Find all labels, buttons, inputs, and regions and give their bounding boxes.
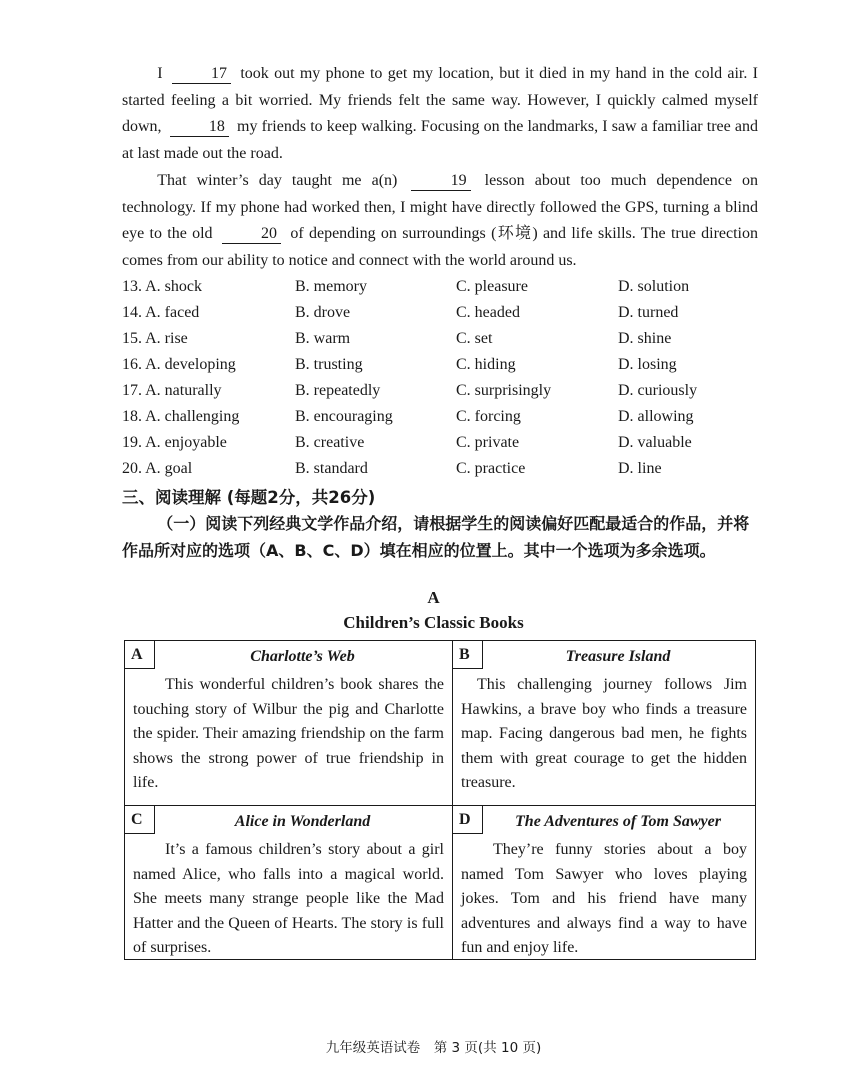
book-cell-c	[125, 806, 452, 959]
book-description: It’s a famous children’s story about a girl named Alice, who falls into a magical world. She meets many strange people like the Mad Hatter and the Queen of Hearts. The story is full of surprises.	[133, 841, 444, 956]
options-list	[122, 274, 762, 482]
option-row	[122, 352, 762, 378]
option-b: B. drove	[295, 304, 351, 321]
book-letter: A	[125, 641, 155, 669]
option-row	[122, 274, 762, 300]
option-b: B. standard	[295, 460, 368, 477]
option-row	[122, 300, 762, 326]
option-b: B. creative	[295, 434, 365, 451]
option-c: C. practice	[456, 460, 526, 477]
passage-title: Children’s Classic Books	[343, 613, 524, 632]
option-b: B. repeatedly	[295, 382, 381, 399]
book-cell-b	[453, 641, 755, 805]
option-d: D. turned	[618, 304, 679, 321]
book-description: They’re funny stories about a boy named Tom Sawyer who loves playing jokes. Tom and his friend have many adventures and always find a way to have fun and enjoy life.	[461, 841, 747, 956]
option-c: C. pleasure	[456, 278, 528, 295]
option-a: 14. A. faced	[122, 304, 200, 321]
option-row	[122, 378, 762, 404]
book-letter: C	[125, 806, 155, 834]
option-b: B. encouraging	[295, 408, 393, 425]
option-row	[122, 326, 762, 352]
option-c: C. headed	[456, 304, 520, 321]
option-row	[122, 456, 762, 482]
option-d: D. losing	[618, 356, 677, 373]
cloze-paragraph-1: I 17 took out my phone to get my location, but it died in my hand in the cold air. I started feeling a bit worried. My friends felt the same way. However, I quickly calmed myself down, 18 my friends to keep walking. Focusing on the landmarks, I saw a familiar tree and at last made out the road.	[122, 65, 758, 162]
book-title: Charlotte’s Web	[250, 648, 355, 665]
book-description: This challenging journey follows Jim Hawkins, a brave boy who finds a treasure map. Facing dangerous bad men, he fights them with great courage to get the hidden treasure.	[461, 676, 747, 791]
option-a: 16. A. developing	[122, 356, 236, 373]
option-c: C. set	[456, 330, 493, 347]
option-c: C. surprisingly	[456, 382, 552, 399]
option-row	[122, 430, 762, 456]
answer-blank[interactable]: 18	[170, 118, 229, 137]
option-a: 18. A. challenging	[122, 408, 240, 425]
option-d: D. allowing	[618, 408, 694, 425]
option-d: D. solution	[618, 278, 690, 295]
option-c: C. hiding	[456, 356, 516, 373]
cloze-paragraph-2: That winter’s day taught me a(n) 19 lesson about too much dependence on technology. If my phone had worked then, I might have directly followed the GPS, turning a blind eye to the old 20 of depending on surroundings (环境) and life skills. The true direction comes from our ability to notice and connect with the world around us.	[122, 172, 759, 269]
option-d: D. shine	[618, 330, 672, 347]
books-table	[124, 640, 756, 960]
section-instruction: （一）阅读下列经典文学作品介绍，请根据学生的阅读偏好匹配最适合的作品，并将作品所对应的选项（A、B、C、D）填在相应的位置上。其中一个选项为多余选项。	[122, 514, 750, 560]
option-c: C. forcing	[456, 408, 521, 425]
option-a: 13. A. shock	[122, 278, 202, 295]
option-a: 17. A. naturally	[122, 382, 222, 399]
option-b: B. warm	[295, 330, 351, 347]
page-footer: 九年级英语试卷 第 3 页(共 10 页)	[325, 1040, 542, 1056]
book-letter: B	[453, 641, 483, 669]
option-row	[122, 404, 762, 430]
option-b: B. memory	[295, 278, 367, 295]
option-d: D. curiously	[618, 382, 698, 399]
book-cell-d	[453, 806, 755, 959]
section-title: 三、阅读理解 (每题2分，共26分)	[122, 488, 376, 507]
answer-blank[interactable]: 17	[172, 65, 231, 84]
option-b: B. trusting	[295, 356, 363, 373]
answer-blank[interactable]: 20	[222, 225, 281, 244]
book-letter: D	[453, 806, 483, 834]
option-a: 19. A. enjoyable	[122, 434, 227, 451]
option-d: D. valuable	[618, 434, 692, 451]
option-c: C. private	[456, 434, 520, 451]
book-title: Alice in Wonderland	[234, 813, 371, 830]
book-title: The Adventures of Tom Sawyer	[515, 813, 721, 830]
passage-letter: A	[427, 588, 440, 607]
option-a: 15. A. rise	[122, 330, 188, 347]
book-title: Treasure Island	[565, 648, 671, 665]
answer-blank[interactable]: 19	[411, 172, 470, 191]
option-d: D. line	[618, 460, 662, 477]
book-cell-a	[125, 641, 452, 805]
option-a: 20. A. goal	[122, 460, 193, 477]
book-description: This wonderful children’s book shares the touching story of Wilbur the pig and Charlotte the spider. Their amazing friendship on the farm shows the strong power of true friendship in life.	[133, 676, 444, 791]
